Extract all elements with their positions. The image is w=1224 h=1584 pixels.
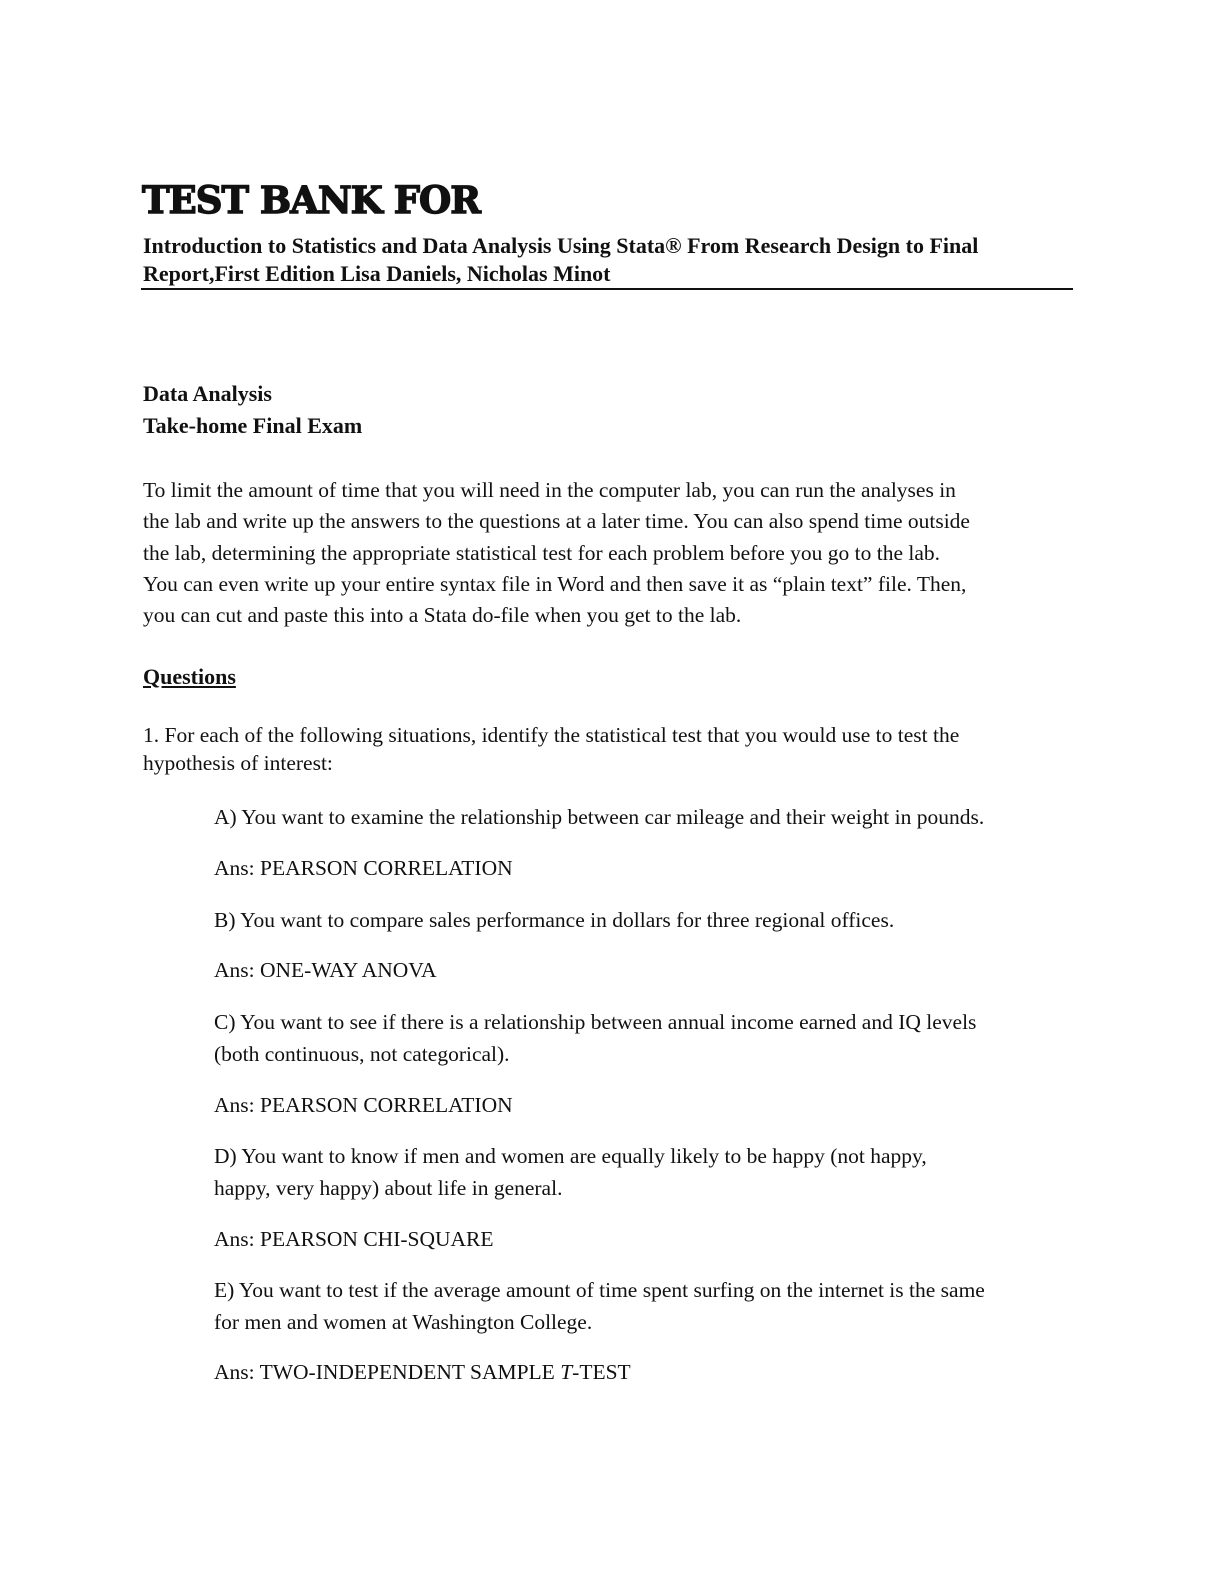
section-heading: Data Analysis: [143, 381, 272, 406]
answer-e-prefix: Ans: TWO-INDEPENDENT SAMPLE: [214, 1360, 561, 1384]
section-subheading: Take-home Final Exam: [143, 413, 363, 438]
intro-line: the lab, determining the appropriate statistical test for each problem before you go to the lab.: [143, 540, 941, 565]
question-item-b: [214, 904, 1078, 936]
intro-line: you can cut and paste this into a Stata do-file when you get to the lab.: [143, 603, 742, 628]
item-d-line-1: D) You want to know if men and women are equally likely to be happy (not happy,: [214, 1144, 927, 1168]
item-d-line-2: happy, very happy) about life in general.: [214, 1176, 563, 1200]
answer-d: Ans: PEARSON CHI-SQUARE: [214, 1227, 494, 1251]
item-c-line-1: C) You want to see if there is a relationship between annual income earned and IQ levels: [214, 1010, 977, 1034]
intro-line: To limit the amount of time that you will need in the computer lab, you can run the analyses in: [143, 478, 956, 502]
question-1-line-1: 1. For each of the following situations, identify the statistical test that you would use to test the: [143, 723, 960, 747]
answer-e-italic: T: [560, 1360, 573, 1384]
item-b-line-1: B) You want to compare sales performance in dollars for three regional offices.: [214, 908, 895, 932]
title-underline-rule: [141, 288, 1073, 290]
answer-a: Ans: PEARSON CORRELATION: [214, 856, 513, 880]
answer-b: Ans: ONE-WAY ANOVA: [214, 958, 437, 982]
question-item-c: [214, 1006, 1078, 1070]
intro-line: You can even write up your entire syntax file in Word and then save it as “plain text” file. Then,: [143, 571, 967, 596]
item-e-line-1: E) You want to test if the average amount of time spent surfing on the internet is the same: [214, 1278, 985, 1302]
item-c-line-2: (both continuous, not categorical).: [214, 1042, 510, 1066]
book-subtitle: [143, 232, 1073, 288]
question-item-e: [214, 1274, 1078, 1338]
question-1: [143, 721, 1078, 777]
question-1-line-2: hypothesis of interest:: [143, 751, 333, 775]
questions-heading: Questions: [143, 664, 236, 689]
intro-line: the lab and write up the answers to the questions at a later time. You can also spend time outside: [143, 509, 970, 534]
answer-e: [214, 1358, 631, 1386]
answer-c: Ans: PEARSON CORRELATION: [214, 1093, 513, 1117]
item-a-line-1: A) You want to examine the relationship between car mileage and their weight in pounds.: [214, 805, 985, 829]
question-item-a: [214, 801, 1078, 833]
subtitle-line-2: Report,First Edition Lisa Daniels, Nicholas Minot: [143, 261, 611, 286]
subtitle-line-1: Introduction to Statistics and Data Analysis Using Stata® From Research Design to Final: [143, 233, 979, 258]
question-item-d: [214, 1140, 1078, 1204]
item-e-line-2: for men and women at Washington College.: [214, 1310, 593, 1334]
answer-e-suffix: -TEST: [572, 1360, 631, 1384]
intro-paragraph: [143, 475, 1078, 631]
banner-title: TEST BANK FOR: [142, 178, 480, 222]
